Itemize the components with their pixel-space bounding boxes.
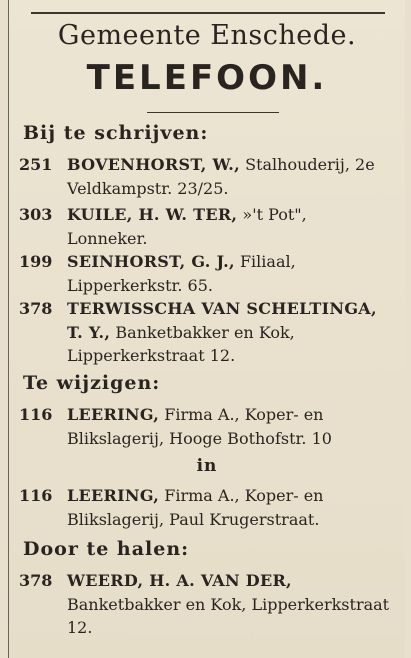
- subscriber-name: KUILE, H. W. TER,: [67, 205, 238, 224]
- top-rule: [31, 12, 385, 14]
- subscriber-name: LEERING,: [67, 405, 160, 424]
- connector-word: in: [196, 456, 218, 476]
- subscriber-details: Stalhouderij, 2e Veldkampstr. 23/25.: [67, 155, 375, 198]
- list-item: [19, 569, 391, 640]
- newspaper-clipping: [8, 0, 405, 658]
- list-item: [19, 250, 391, 297]
- subscriber-details: Firma A., Koper- en Blikslagerij, Paul Krugerstraat.: [67, 486, 324, 529]
- title-divider: [147, 112, 279, 113]
- section-heading-change: Te wijzigen:: [23, 372, 161, 394]
- section-heading-remove: Door te halen:: [23, 538, 190, 560]
- list-item: [19, 203, 391, 250]
- phone-number: 116: [19, 405, 53, 424]
- phone-number: 199: [19, 252, 53, 271]
- phone-number: 116: [19, 486, 53, 505]
- page-subtitle: TELEFOON.: [86, 58, 328, 98]
- subscriber-name: BOVENHORST, W.,: [67, 155, 241, 174]
- subscriber-details: Banketbakker en Kok, Lipperkerkstraat 12.: [67, 322, 295, 365]
- subscriber-name: SEINHORST, G. J.,: [67, 252, 235, 271]
- subscriber-name: LEERING,: [67, 486, 160, 505]
- subscriber-details: Firma A., Koper- en Blikslagerij, Hooge Bothofstr. 10: [67, 405, 332, 448]
- subscriber-details: Banketbakker en Kok, Lipperkerkstraat 12.: [67, 594, 390, 637]
- subscriber-name: TERWISSCHA VAN SCHELTINGA, T. Y.,: [67, 299, 377, 342]
- subscriber-details: Filiaal, Lipperkerkstr. 65.: [67, 252, 296, 295]
- section-heading-add: Bij te schrijven:: [23, 122, 209, 144]
- phone-number: 378: [19, 299, 53, 318]
- list-item: [19, 484, 391, 531]
- subscriber-details: »'t Pot", Lonneker.: [67, 205, 307, 248]
- list-item: [19, 297, 391, 368]
- subscriber-name: WEERD, H. A. VAN DER,: [67, 571, 292, 590]
- phone-number: 303: [19, 205, 53, 224]
- page-title: Gemeente Enschede.: [57, 20, 357, 51]
- list-item: [19, 153, 391, 200]
- list-item: [19, 403, 391, 450]
- phone-number: 378: [19, 571, 53, 590]
- phone-number: 251: [19, 155, 53, 174]
